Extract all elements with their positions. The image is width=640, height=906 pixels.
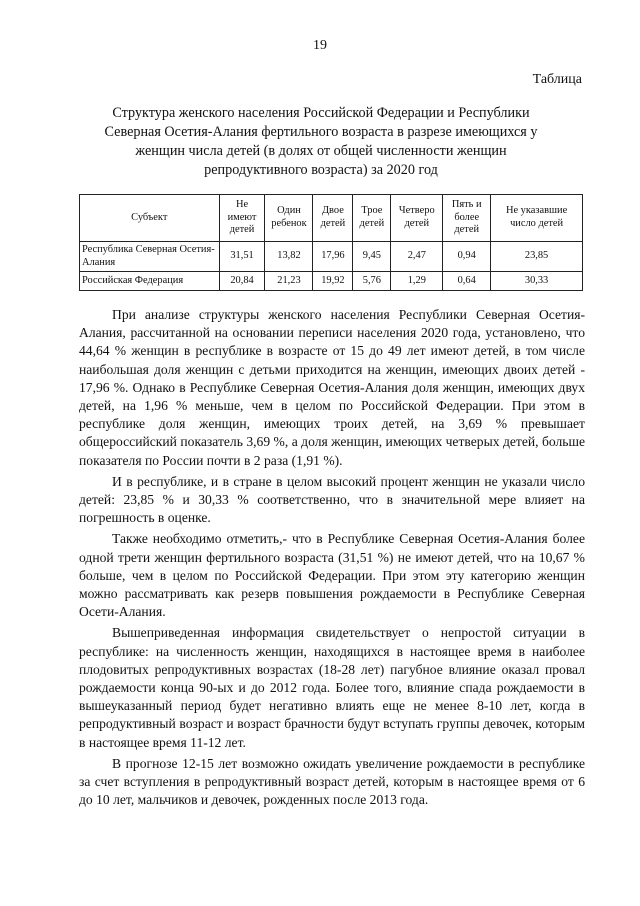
table-cell: 30,33 (491, 272, 583, 291)
table-cell: 0,94 (443, 242, 491, 272)
column-header: Четверо детей (391, 195, 443, 242)
table-cell: 31,51 (219, 242, 265, 272)
table-cell: 19,92 (313, 272, 353, 291)
column-header: Двое детей (313, 195, 353, 242)
table-caption: Структура женского населения Российской Федерации и Республики Северная Осетия-Алания фертильного возраста в разрезе имеющихся у женщин числа детей (в долях от общей численности женщин репродуктивного возраста) за 2020 год (104, 105, 538, 178)
table-cell: 20,84 (219, 272, 265, 291)
column-header: Субъект (80, 195, 220, 242)
paragraph: В прогнозе 12-15 лет возможно ожидать увеличение рождаемости в республике за счет вступления в репродуктивный возраст детей, которым в настоящее время от 6 до 10 лет, мальчиков и девочек, рожденных после 2013 года. (79, 755, 585, 808)
table-header-row (80, 195, 583, 242)
paragraph: Вышеприведенная информация свидетельствует о непростой ситуации в республике: на численность женщин, находящихся в настоящее время в наиболее плодовитых репродуктивных возрастах (18-28 лет) пагубное влияние оказал провал рождаемости конца 90-ых и до 2012 года. Более того, влияние спада рождаемости в вышеуказанный период будет негативно влиять еще не менее 8-10 лет, когда в репродуктивный возраст и возраст брачности будут вступать группы девочек, которым в настоящее время 11-12 лет. (79, 625, 585, 750)
table-cell: 9,45 (353, 242, 391, 272)
page-number: 19 (313, 38, 327, 53)
table-cell: Республика Северная Осетия-Алания (80, 242, 220, 272)
paragraph: При анализе структуры женского населения Республики Северная Осетия-Алания, рассчитанной на основании переписи населения 2020 года, установлено, что 44,64 % женщин в республике в возрасте от 15 до 49 лет имеют детей, в том числе наибольшая доля женщин с детьми приходится на женщин, имеющих двоих детей - 17,96 %. Однако в Республике Северная Осетия-Алания доля женщин, имеющих двух детей, на 1,96 % меньше, чем в целом по Российской Федерации. При этом в республике доля женщин, имеющих троих детей, на 3,69 % превышает общероссийский показатель 3,69 %, а доля женщин, имеющих четверых детей, больше показателя по России почти в 2 раза (1,91 %). (79, 307, 585, 468)
table-cell: 0,64 (443, 272, 491, 291)
column-header: Трое детей (353, 195, 391, 242)
table-row (80, 272, 583, 291)
data-table (79, 194, 583, 291)
table-row (80, 242, 583, 272)
table-cell: 13,82 (265, 242, 313, 272)
paragraph: Также необходимо отметить,- что в Республике Северная Осетия-Алания более одной трети женщин фертильного возраста (31,51 %) не имеют детей, что на 10,67 % больше, чем в целом по Российской Федерации. При этом эту категорию женщин можно рассматривать как резерв повышения рождаемости в Республике Северная Осети-Алания. (79, 531, 585, 620)
paragraph: И в республике, и в стране в целом высокий процент женщин не указали число детей: 23,85 % и 30,33 % соответственно, что в значительной мере влияет на погрешность в оценке. (79, 473, 585, 526)
table-cell: 1,29 (391, 272, 443, 291)
table-cell: 23,85 (491, 242, 583, 272)
table-cell: 21,23 (265, 272, 313, 291)
table-cell: 17,96 (313, 242, 353, 272)
column-header: Не указавшие число детей (491, 195, 583, 242)
column-header: Не имеют детей (219, 195, 265, 242)
column-header: Пять и более детей (443, 195, 491, 242)
table-cell: 2,47 (391, 242, 443, 272)
table-cell: Российская Федерация (80, 272, 220, 291)
table-label: Таблица (532, 72, 582, 87)
table-cell: 5,76 (353, 272, 391, 291)
column-header: Один ребенок (265, 195, 313, 242)
body-text (79, 306, 585, 812)
